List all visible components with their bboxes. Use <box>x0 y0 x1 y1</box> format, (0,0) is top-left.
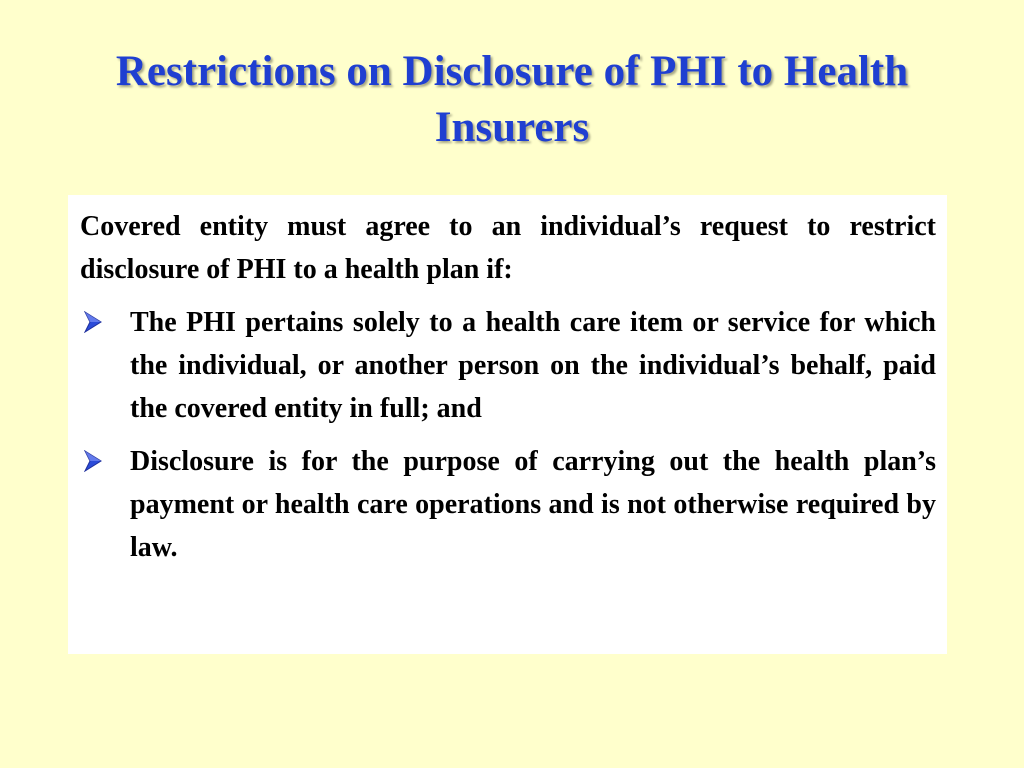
list-item <box>80 301 936 430</box>
arrowhead-bullet-icon <box>84 311 102 333</box>
content-box <box>68 195 947 654</box>
intro-paragraph: Covered entity must agree to an individual’s request to restrict disclosure of PHI to a health plan if: <box>80 211 936 285</box>
arrowhead-bullet-icon <box>84 450 102 472</box>
list-item <box>80 440 936 569</box>
bullet-text: Disclosure is for the purpose of carrying out the health plan’s payment or health care operations and is not otherwise required by law. <box>130 446 936 563</box>
bullet-list <box>80 301 936 569</box>
slide-title: Restrictions on Disclosure of PHI to Health Insurers <box>115 48 909 151</box>
bullet-text: The PHI pertains solely to a health care item or service for which the individual, or another person on the individual’s behalf, paid the covered entity in full; and <box>130 307 936 424</box>
